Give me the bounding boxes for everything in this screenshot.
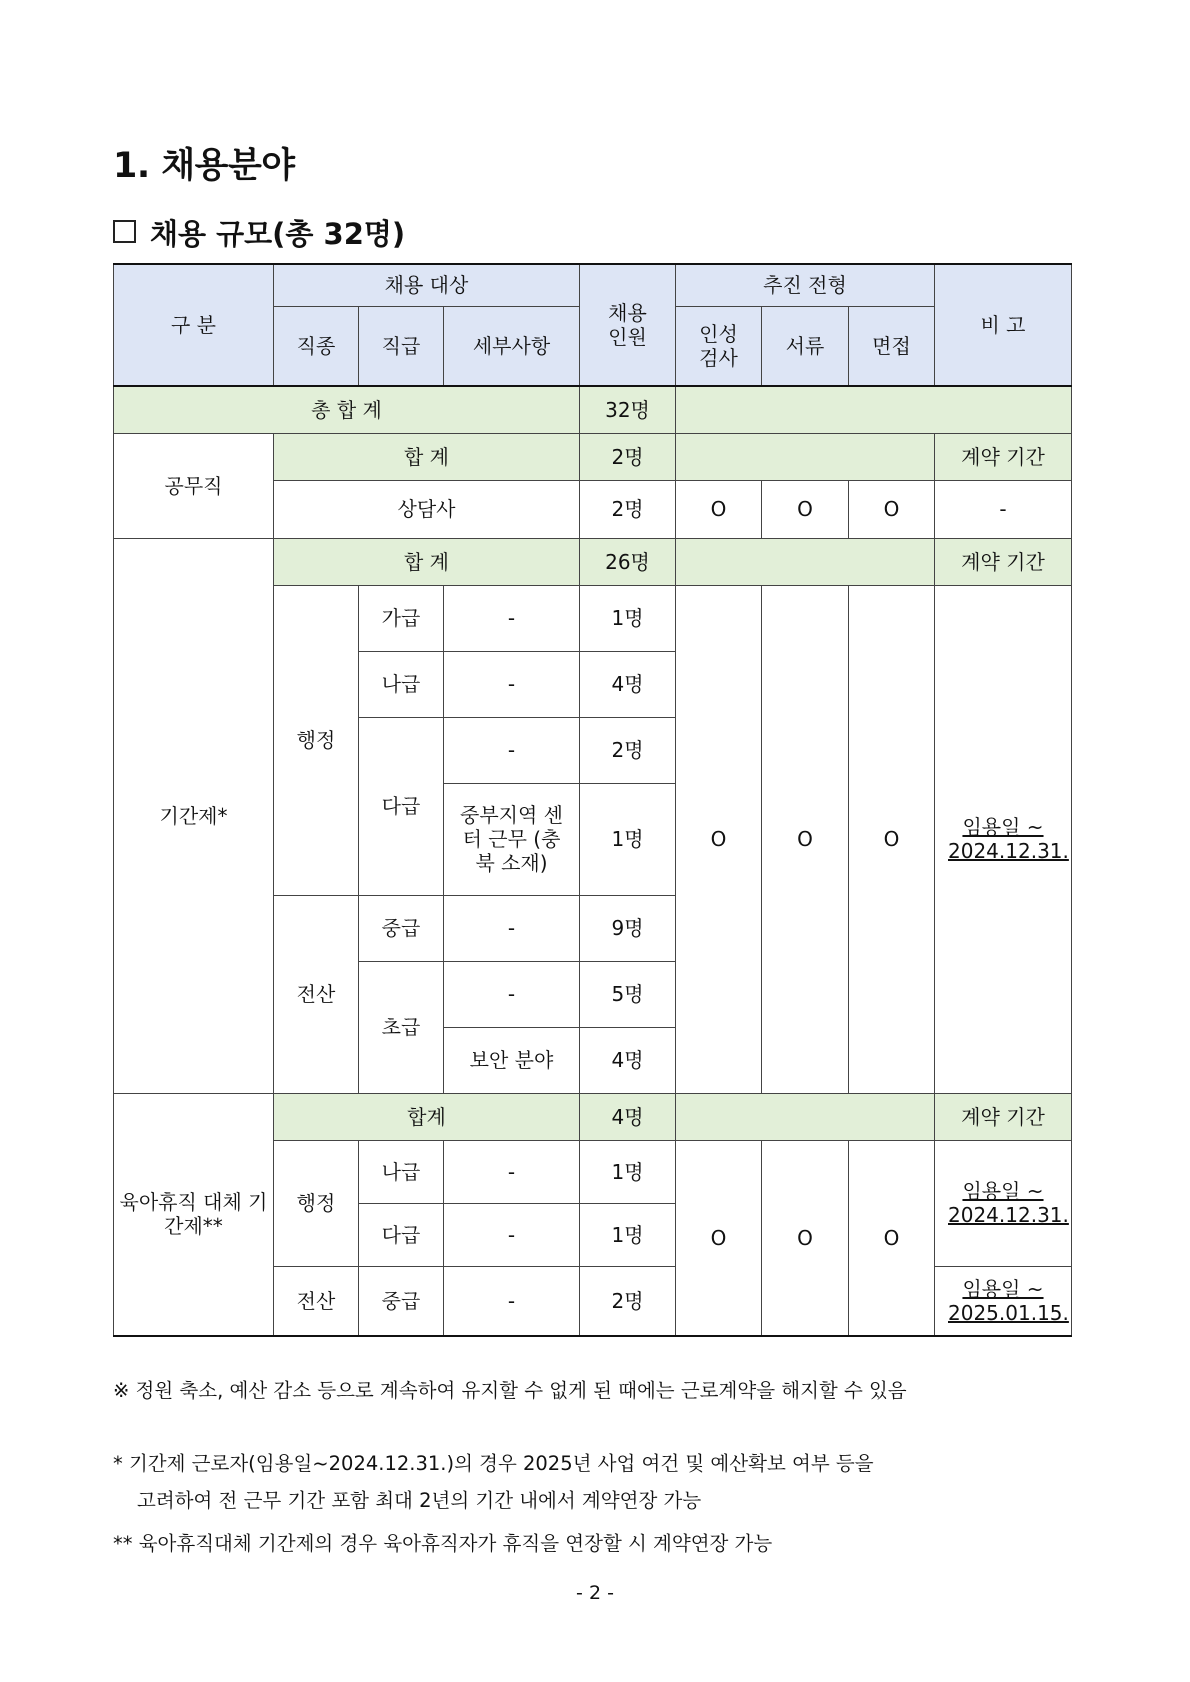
g1-sum-remark: 계약 기간 [935, 433, 1072, 480]
header-interview: 면접 [849, 306, 935, 386]
g2-r3-detail: - [444, 717, 580, 783]
total-blank [676, 386, 1072, 433]
group-name-public: 공무직 [114, 433, 274, 538]
header-docs: 서류 [762, 306, 849, 386]
g3-job-admin: 행정 [274, 1140, 359, 1266]
g3-sum-label: 합계 [274, 1093, 580, 1140]
g3-aptitude-mark: O [676, 1140, 762, 1336]
g3-docs-mark: O [762, 1140, 849, 1336]
g2-sum-remark: 계약 기간 [935, 538, 1072, 585]
g2-r1-count: 1명 [580, 585, 676, 651]
g3-job-it: 전산 [274, 1266, 359, 1336]
g3-remark-2: 임용일 ~ 2025.01.15. [935, 1266, 1072, 1336]
g3-r1-grade: 나급 [359, 1140, 444, 1203]
g2-sum-count: 26명 [580, 538, 676, 585]
g2-r5-grade: 중급 [359, 895, 444, 961]
note-termination: ※ 정원 축소, 예산 감소 등으로 계속하여 유지할 수 없게 된 때에는 근로계약을 해지할 수 있음 [113, 1379, 907, 1402]
g3-r3-count: 2명 [580, 1266, 676, 1336]
note-fixed-term-2: 고려하여 전 근무 기간 포함 최대 2년의 기간 내에서 계약연장 가능 [137, 1489, 702, 1512]
g2-sum-label: 합 계 [274, 538, 580, 585]
g2-r6-count: 5명 [580, 961, 676, 1027]
header-detail: 세부사항 [444, 306, 580, 386]
g1-sum-blank [676, 433, 935, 480]
g3-r1-detail: - [444, 1140, 580, 1203]
g2-r1-detail: - [444, 585, 580, 651]
g2-aptitude-mark: O [676, 585, 762, 1093]
group-name-fixed-term: 기간제* [114, 538, 274, 1093]
g3-sum-remark: 계약 기간 [935, 1093, 1072, 1140]
note-fixed-term-1: * 기간제 근로자(임용일~2024.12.31.)의 경우 2025년 사업 여건 및 예산확보 여부 등을 [113, 1452, 874, 1475]
g2-r2-detail: - [444, 651, 580, 717]
g3-sum-count: 4명 [580, 1093, 676, 1140]
g2-r6-detail: - [444, 961, 580, 1027]
header-aptitude: 인성 검사 [676, 306, 762, 386]
g2-r5-count: 9명 [580, 895, 676, 961]
g2-r1-grade: 가급 [359, 585, 444, 651]
g2-r2-grade: 나급 [359, 651, 444, 717]
g1-count: 2명 [580, 480, 676, 538]
g2-docs-mark: O [762, 585, 849, 1093]
g1-remark: - [935, 480, 1072, 538]
g2-remark: 임용일 ~ 2024.12.31. [935, 585, 1072, 1093]
header-process: 추진 전형 [676, 264, 935, 306]
g3-remark-1: 임용일 ~ 2024.12.31. [935, 1140, 1072, 1266]
g2-r4-detail: 중부지역 센터 근무 (충북 소재) [444, 783, 580, 895]
g1-sum-label: 합 계 [274, 433, 580, 480]
total-count: 32명 [580, 386, 676, 433]
g3-r2-count: 1명 [580, 1203, 676, 1266]
g3-r1-count: 1명 [580, 1140, 676, 1203]
g2-r5-detail: - [444, 895, 580, 961]
g1-sum-count: 2명 [580, 433, 676, 480]
g2-r3-grade: 다급 [359, 717, 444, 895]
g3-r3-detail: - [444, 1266, 580, 1336]
subheading [113, 212, 405, 253]
g3-r2-grade: 다급 [359, 1203, 444, 1266]
g2-r7-count: 4명 [580, 1027, 676, 1093]
checkbox-square-icon [113, 220, 136, 243]
g3-r3-grade: 중급 [359, 1266, 444, 1336]
g2-r6-grade: 초급 [359, 961, 444, 1093]
section-heading: 1. 채용분야 [113, 146, 295, 186]
g2-job-it: 전산 [274, 895, 359, 1093]
header-job: 직종 [274, 306, 359, 386]
header-grade: 직급 [359, 306, 444, 386]
g1-job: 상담사 [274, 480, 580, 538]
page-number: - 2 - [576, 1582, 614, 1604]
recruitment-table [113, 263, 1072, 1337]
g3-interview-mark: O [849, 1140, 935, 1336]
total-label: 총 합 계 [114, 386, 580, 433]
header-count: 채용 인원 [580, 264, 676, 386]
header-category: 구 분 [114, 264, 274, 386]
group-name-parental-leave: 육아휴직 대체 기간제** [114, 1093, 274, 1336]
g1-aptitude-mark: O [676, 480, 762, 538]
g3-sum-blank [676, 1093, 935, 1140]
g2-interview-mark: O [849, 585, 935, 1093]
header-target: 채용 대상 [274, 264, 580, 306]
g2-r3-count: 2명 [580, 717, 676, 783]
g1-interview-mark: O [849, 480, 935, 538]
g2-r4-count: 1명 [580, 783, 676, 895]
g3-r2-detail: - [444, 1203, 580, 1266]
g2-job-admin: 행정 [274, 585, 359, 895]
subheading-text: 채용 규모(총 32명) [150, 217, 406, 251]
g2-r2-count: 4명 [580, 651, 676, 717]
g1-docs-mark: O [762, 480, 849, 538]
g2-sum-blank [676, 538, 935, 585]
header-remark: 비 고 [935, 264, 1072, 386]
note-parental-leave: ** 육아휴직대체 기간제의 경우 육아휴직자가 휴직을 연장할 시 계약연장 가능 [113, 1532, 773, 1555]
g2-r7-detail: 보안 분야 [444, 1027, 580, 1093]
